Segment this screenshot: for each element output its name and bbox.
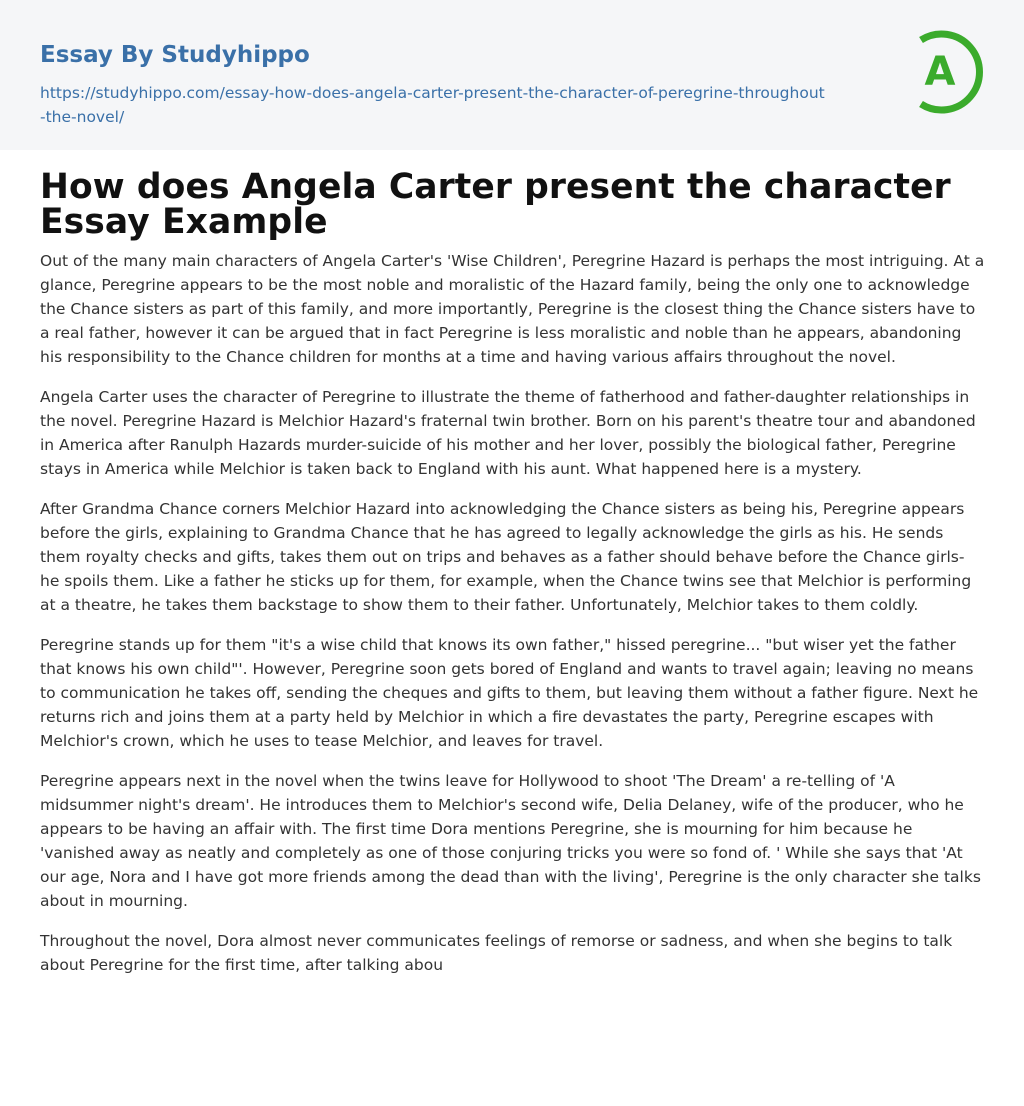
article-paragraph: After Grandma Chance corners Melchior Hazard into acknowledging the Chance sisters as being his, Peregrine appears before the girls, explaining to Grandma Chance that he has agreed to legally acknowledge the girls as his. He sends them royalty checks and gifts, takes them out on trips and behaves as a father should behave before the Chance girls- he spoils them. Like a father he sticks up for them, for example, when the Chance twins see that Melchior is performing at a theatre, he takes them backstage to show them to their father. Unfortunately, Melchior takes to them coldly. bbox=[40, 500, 972, 614]
article-paragraph: Peregrine appears next in the novel when the twins leave for Hollywood to shoot 'The Dream' a re-telling of 'A midsummer night's dream'. He introduces them to Melchior's second wife, Delia Delaney, wife of the producer, who he appears to be having an affair with. The first time Dora mentions Peregrine, she is mourning for him because he 'vanished away as neatly and completely as one of those conjuring tricks you were so fond of. ' While she says that 'At our age, Nora and I have got more friends among the dead than with the living', Peregrine is the only character she talks about in mourning. bbox=[40, 772, 981, 910]
site-header bbox=[0, 0, 1024, 150]
article-paragraph: Peregrine stands up for them "it's a wise child that knows its own father," hissed peregrine... "but wiser yet the father that knows his own child"'. However, Peregrine soon gets bored of England and wants to travel again; leaving no means to communication he takes off, sending the cheques and gifts to them, but leaving them without a father figure. Next he returns rich and joins them at a party held by Melchior in which a fire devastates the party, Peregrine escapes with Melchior's crown, which he uses to tease Melchior, and leaves for travel. bbox=[40, 636, 979, 750]
site-brand[interactable]: Essay By Studyhippo bbox=[40, 42, 310, 68]
article-paragraph: Angela Carter uses the character of Peregrine to illustrate the theme of fatherhood and father-daughter relationships in the novel. Peregrine Hazard is Melchior Hazard's fraternal twin brother. Born on his parent's theatre tour and abandoned in America after Ranulph Hazards murder-suicide of his mother and her lover, possibly the biological father, Peregrine stays in America while Melchior is taken back to England with his aunt. What happened here is a mystery. bbox=[40, 388, 976, 478]
article-paragraph: Out of the many main characters of Angela Carter's 'Wise Children', Peregrine Hazard is perhaps the most intriguing. At a glance, Peregrine appears to be the most noble and moralistic of the Hazard family, being the only one to acknowledge the Chance sisters as part of this family, and more importantly, Peregrine is the closest thing the Chance sisters have to a real father, however it can be argued that in fact Peregrine is less moralistic and noble than he appears, abandoning his responsibility to the Chance children for months at a time and having various affairs throughout the novel. bbox=[40, 252, 985, 366]
article-title: How does Angela Carter present the character Essay Example bbox=[40, 167, 951, 242]
article bbox=[40, 167, 986, 977]
studyhippo-logo-icon[interactable] bbox=[908, 28, 988, 116]
source-url-link[interactable]: https://studyhippo.com/essay-how-does-angela-carter-present-the-character-of-peregrine-throughout-the-novel/ bbox=[40, 84, 825, 126]
article-paragraph: Throughout the novel, Dora almost never communicates feelings of remorse or sadness, and when she begins to talk about Peregrine for the first time, after talking abou bbox=[40, 932, 953, 974]
logo-letter: A bbox=[924, 49, 956, 95]
